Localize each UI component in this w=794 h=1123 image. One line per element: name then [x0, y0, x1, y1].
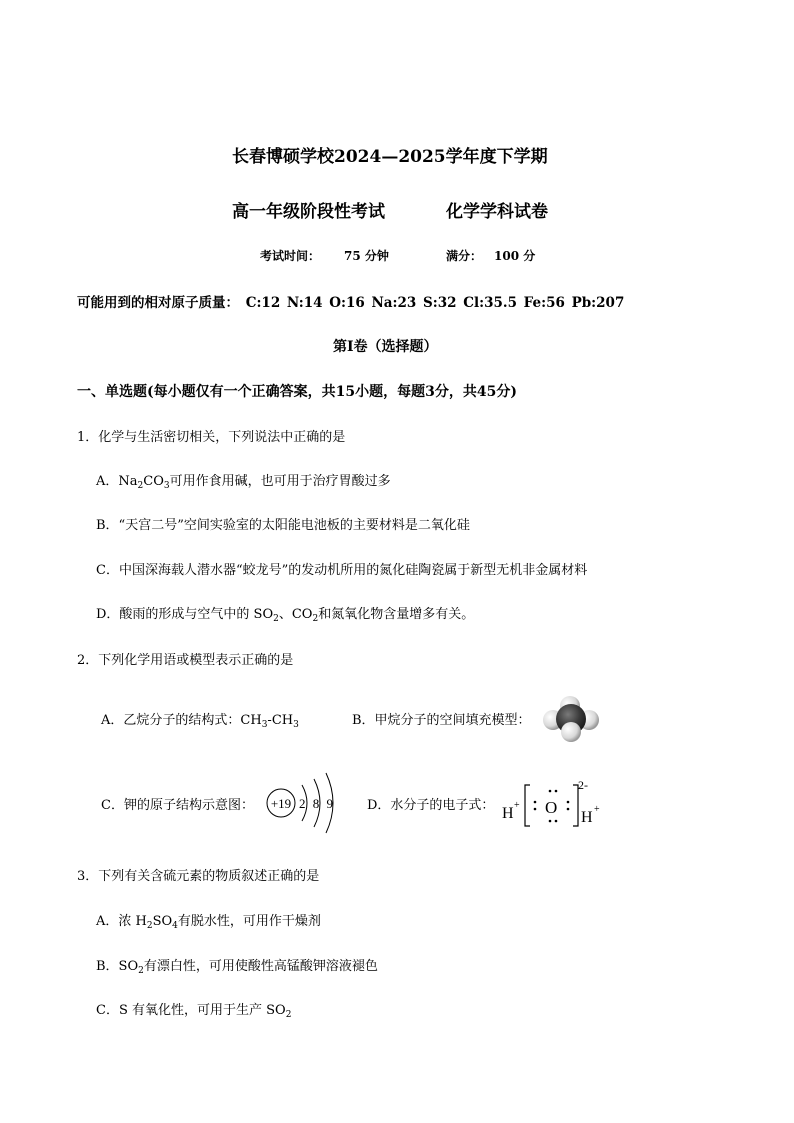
score-label: 满分： — [446, 249, 483, 263]
exam-title: 长春博硕学校2024—2025学年度下学期 — [232, 147, 548, 167]
electron-dot — [549, 820, 552, 823]
q2-option-d: D．水分子的电子式： — [367, 798, 495, 813]
exam-subtitle-grade: 高一年级阶段性考试 — [232, 202, 385, 222]
plus-charge-right: + — [594, 804, 600, 815]
electron-dot — [549, 790, 552, 793]
q1-option-c: C．中国深海载人潜水器“蛟龙号”的发动机所用的氮化硅陶瓷属于新型无机非金属材料 — [96, 563, 588, 578]
methane-model-image — [542, 692, 600, 744]
electron-dot — [555, 790, 558, 793]
time-value: 75 分钟 — [344, 249, 389, 263]
hydrogen-symbol-left: H — [502, 805, 514, 822]
electron-dot — [534, 808, 537, 811]
left-bracket — [525, 785, 530, 826]
plus-charge-left: + — [514, 800, 520, 811]
q2-option-b: B．甲烷分子的空间填充模型： — [352, 713, 531, 728]
atomic-masses: 可能用到的相对原子质量： C:12 N:14 O:16 Na:23 S:32 Cl:35.5 Fe:56 Pb:207 — [77, 295, 625, 311]
section-title: 一、单选题(每小题仅有一个正确答案，共15小题，每题3分，共45分) — [77, 384, 517, 400]
volume-title: 第Ⅰ卷（选择题） — [333, 339, 438, 355]
q2-option-a: A．乙烷分子的结构式：$CH_3-CH_3$ — [101, 713, 299, 730]
shell-electron-counts: 2 8 9 — [299, 796, 335, 811]
score-value: 100 分 — [494, 249, 536, 263]
electron-dot — [534, 801, 537, 804]
q1-option-b: B．“天宫二号”空间实验室的太阳能电池板的主要材料是二氧化硅 — [96, 518, 470, 533]
q1-stem: 1．化学与生活密切相关，下列说法中正确的是 — [77, 430, 346, 445]
q2-option-c: C．钾的原子结构示意图： — [101, 798, 254, 813]
q1-option-a: A．$Na_2CO_3$可用作食用碱，也可用于治疗胃酸过多 — [96, 474, 391, 491]
electron-dot — [555, 820, 558, 823]
nucleus-charge: +19 — [270, 796, 292, 811]
hydrogen-atom — [561, 722, 581, 742]
exam-subtitle-subject: 化学学科试卷 — [446, 202, 548, 222]
hydrogen-symbol-right: H — [581, 809, 593, 826]
q3-option-b: B．$SO_2$有漂白性，可用使酸性高锰酸钾溶液褪色 — [96, 959, 378, 976]
oxide-charge: 2- — [578, 778, 588, 792]
electron-dot — [567, 808, 570, 811]
potassium-atom-diagram — [262, 768, 362, 838]
q2-stem: 2．下列化学用语或模型表示正确的是 — [77, 653, 294, 668]
q1-option-d: D．酸雨的形成与空气中的 $SO_2$、$CO_2$和氮氧化物含量增多有关。 — [96, 607, 475, 624]
oxygen-symbol: O — [545, 798, 558, 817]
q3-stem: 3．下列有关含硫元素的物质叙述正确的是 — [77, 869, 320, 884]
electron-dot — [567, 801, 570, 804]
q3-option-c: C．S 有氧化性，可用于生产 $SO_2$ — [96, 1003, 292, 1020]
water-electron-formula — [500, 776, 610, 832]
q3-option-a: A．浓 $H_2SO_4$有脱水性，可用作干燥剂 — [96, 914, 321, 931]
time-label: 考试时间： — [260, 249, 321, 263]
